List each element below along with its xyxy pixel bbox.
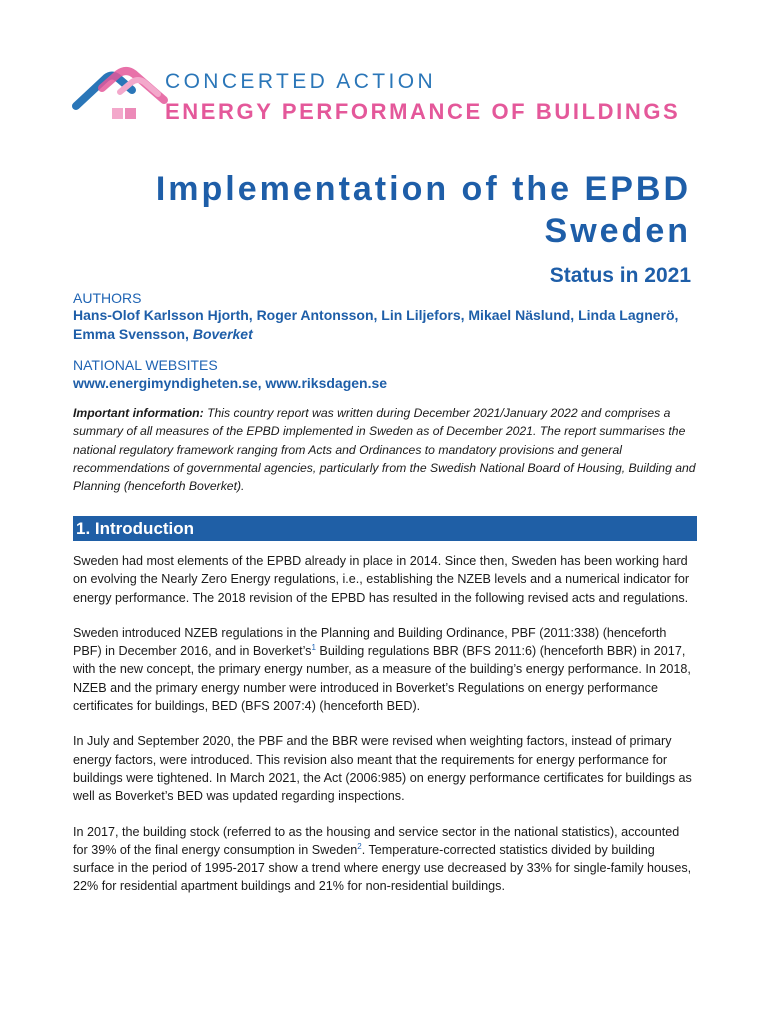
- author-names: Hans-Olof Karlsson Hjorth, Roger Antonsson, Lin Liljefors, Mikael Näslund, Linda Lagnerö, Emma Svensson,: [73, 307, 679, 342]
- section-heading-bar: [73, 516, 697, 541]
- paragraph-3: In July and September 2020, the PBF and the BBR were revised when weighting factors, instead of primary energy factors, were introduced. This revision also meant that the requirements for energy performance for buildings were tightened. In March 2021, the Act (2006:985) on energy performance certificates for buildings as well as Boverket’s BED was updated regarding inspections.: [73, 734, 692, 804]
- paragraph-1: Sweden had most elements of the EPBD already in place in 2014. Since then, Sweden has been working hard on evolving the Nearly Zero Energy regulations, i.e., establishing the NZEB levels and a numerical indicator for energy performance. The 2018 revision of the EPBD has resulted in the following revised acts and regulations.: [73, 554, 690, 605]
- paragraph-2: [73, 624, 697, 715]
- footnote-1-ref[interactable]: 1: [311, 643, 316, 652]
- country-title: Sweden: [544, 212, 691, 250]
- important-information: [73, 404, 697, 495]
- page-title: Implementation of the EPBD: [155, 170, 691, 208]
- section-heading: 1. Introduction: [76, 519, 195, 538]
- paragraph-4: [73, 823, 697, 896]
- paragraph-4-text-b: . Temperature-corrected statistics divided by building surface in the period of 1995-2017 show a trend where energy use decreased by 33% for single-family houses, 22% for residential apartment buildings and 21% for non-residential buildings.: [73, 842, 692, 894]
- authors-list: [73, 306, 683, 344]
- author-organisation: Boverket: [192, 326, 253, 342]
- important-text: This country report was written during December 2021/January 2022 and comprises a summary of all measures of the EPBD implemented in Sweden as of December 2021. The report summarises the national regulatory framework ranging from Acts and Ordinances to mandatory provisions and general recommendations of governmental agencies, particularly from the Swedish National Board of Housing, Building and Planning (henceforth Boverket).: [73, 406, 696, 494]
- brand-energy-performance: ENERGY PERFORMANCE OF BUILDINGS: [165, 99, 681, 124]
- paragraph-4-text-a: In 2017, the building stock (referred to as the housing and service sector in the national statistics), accounted for 39% of the final energy consumption in Sweden: [73, 824, 680, 857]
- important-label: Important information:: [73, 406, 204, 420]
- websites-label: NATIONAL WEBSITES: [73, 357, 218, 373]
- footnote-2-ref[interactable]: 2: [357, 841, 362, 851]
- house-logo-icon: [72, 66, 172, 126]
- introduction-body: [73, 552, 697, 913]
- title-block: [156, 168, 691, 290]
- paragraph-2-text-a: Sweden introduced NZEB regulations in the Planning and Building Ordinance, PBF (2011:338) (henceforth PBF) in December 2016, and in Boverket’s: [73, 625, 667, 659]
- paragraph-2-text-b: Building regulations BBR (BFS 2011:6) (henceforth BBR) in 2017, with the new concept, the primary energy number, as a measure of the building’s energy performance. In 2018, NZEB and the primary energy number were introduced in Boverket’s Regulations on energy performance certificates for buildings, BED (BFS 2007:4) (henceforth BED).: [73, 644, 691, 714]
- brand-concerted-action: CONCERTED ACTION: [165, 70, 437, 93]
- status-subtitle: Status in 2021: [549, 264, 691, 287]
- websites-links[interactable]: www.energimyndigheten.se, www.riksdagen.se: [73, 375, 388, 391]
- authors-label: AUTHORS: [73, 290, 142, 306]
